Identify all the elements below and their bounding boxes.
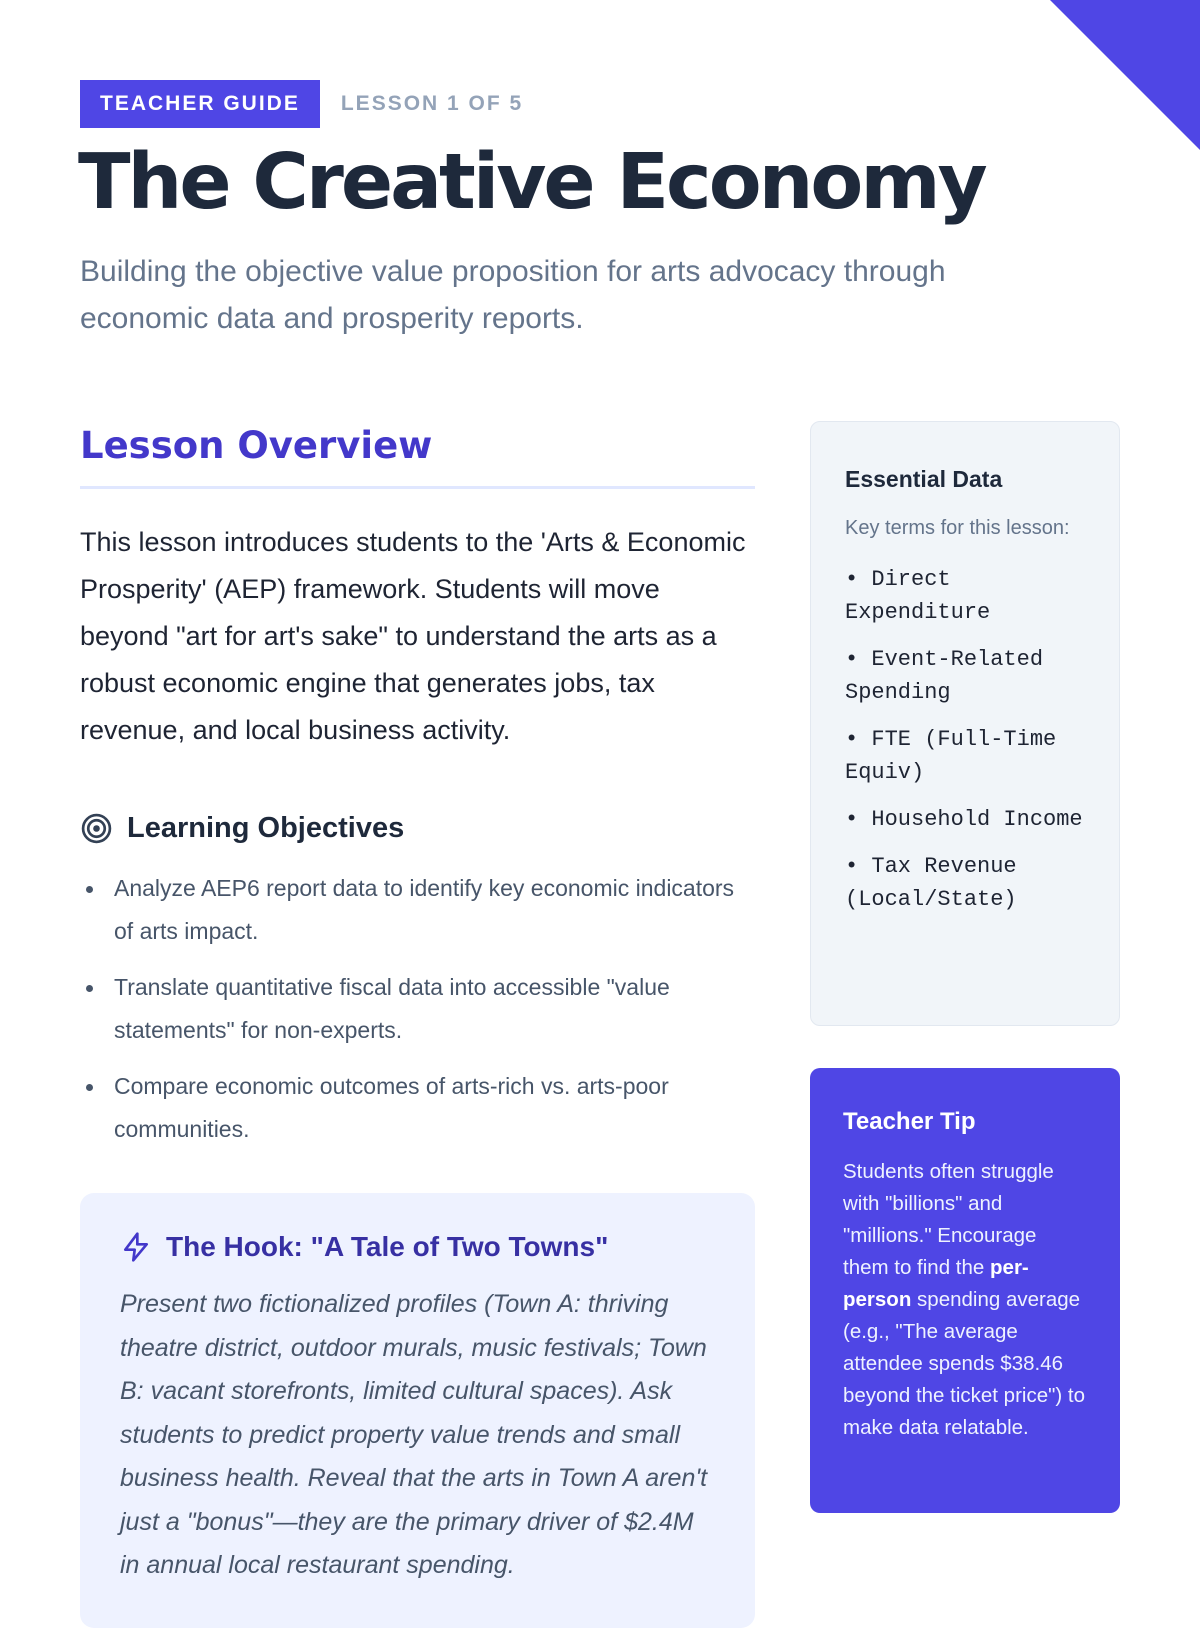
lesson-overview-heading: Lesson Overview	[80, 424, 433, 467]
tip-text-start: Students often struggle with "billions" and "millions." Encourage them to find the	[843, 1160, 1054, 1279]
target-icon	[80, 812, 113, 845]
teacher-tip-card	[810, 1068, 1120, 1513]
lightning-icon	[120, 1231, 152, 1263]
hook-description: Present two fictionalized profiles (Town A: thriving theatre district, outdoor murals, music festivals; Town B: vacant storefronts, limited cultural spaces). Ask students to predict property value trends and small business health. Reveal that the arts in Town A aren't just a "bonus"—they are the primary driver of $2.4M in annual local restaurant spending.	[120, 1290, 708, 1579]
corner-accent	[1050, 0, 1200, 150]
key-term: • Tax Revenue (Local/State)	[845, 854, 1017, 912]
essential-data-subtext: Key terms for this lesson:	[845, 517, 1070, 539]
heading-divider	[80, 486, 755, 489]
tip-text-end: spending average (e.g., "The average attendee spends $38.46 beyond the ticket price") to make data relatable.	[843, 1288, 1086, 1439]
hook-title: The Hook: "A Tale of Two Towns"	[166, 1231, 609, 1262]
page-title: The Creative Economy	[78, 138, 985, 227]
header-tags	[80, 80, 523, 128]
essential-data-card	[810, 421, 1120, 1026]
tip-emphasis: per-person	[843, 1256, 1029, 1311]
key-term: • Direct Expenditure	[845, 567, 991, 625]
lesson-intro: This lesson introduces students to the 'Arts & Economic Prosperity' (AEP) framework. Students will move beyond "art for art's sake" to understand the arts as a robust economic engine that generates jobs, tax revenue, and local business activity.	[80, 527, 746, 745]
objective-item: Compare economic outcomes of arts-rich vs. arts-poor communities.	[80, 1065, 755, 1151]
key-term: • FTE (Full-Time Equiv)	[845, 727, 1057, 785]
essential-data-heading: Essential Data	[845, 466, 1003, 492]
key-term: • Event-Related Spending	[845, 647, 1044, 705]
lesson-number: LESSON 1 OF 5	[340, 92, 524, 115]
key-terms-list	[845, 563, 1085, 916]
learning-objectives-header	[80, 812, 755, 845]
objective-item: Analyze AEP6 report data to identify key economic indicators of arts impact.	[80, 867, 755, 953]
learning-objectives-heading: Learning Objectives	[127, 812, 405, 844]
hook-header	[120, 1231, 717, 1263]
teacher-tip-text	[843, 1156, 1086, 1444]
hook-card	[80, 1193, 755, 1628]
page-subtitle: Building the objective value proposition for arts advocacy through economic data and prosperity reports.	[80, 255, 946, 335]
objective-item: Translate quantitative fiscal data into accessible "value statements" for non-experts.	[80, 966, 755, 1052]
key-term: • Household Income	[845, 807, 1083, 832]
main-column	[80, 420, 755, 1628]
objectives-list	[80, 867, 755, 1151]
teacher-guide-badge: TEACHER GUIDE	[80, 80, 320, 128]
teacher-tip-heading: Teacher Tip	[843, 1108, 976, 1135]
